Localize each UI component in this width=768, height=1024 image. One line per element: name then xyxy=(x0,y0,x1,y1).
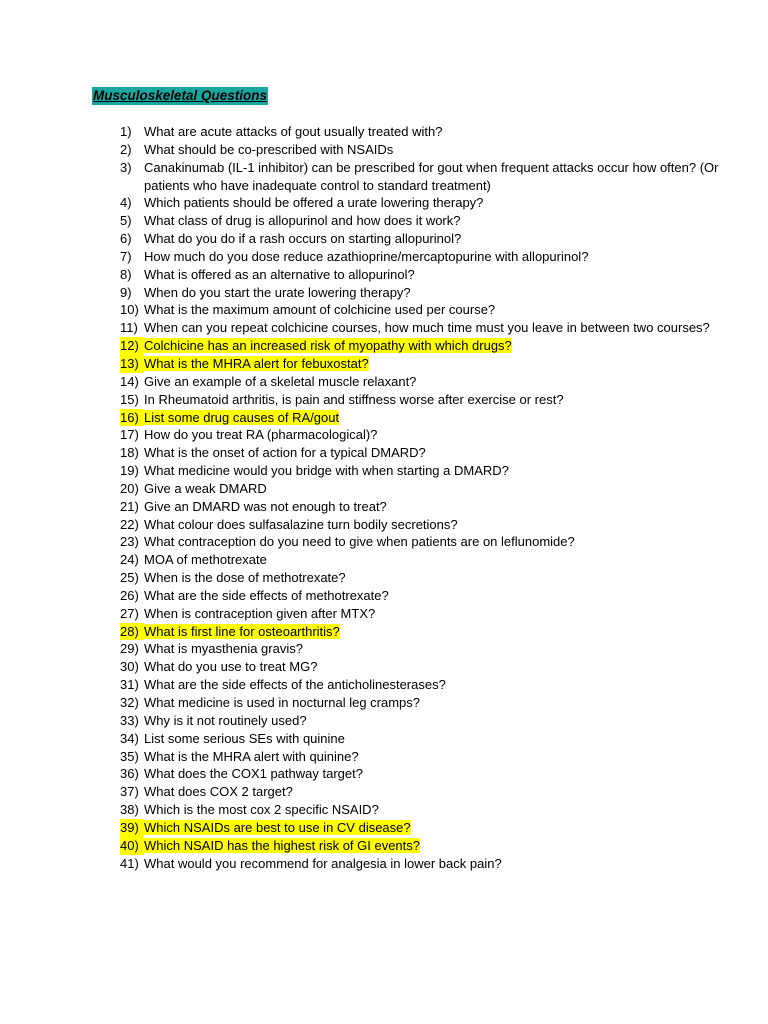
question-number: 25) xyxy=(120,570,139,586)
question-number: 20) xyxy=(120,480,139,496)
question-item xyxy=(120,748,720,766)
question-text-content: What contraception do you need to give when patients are on leflunomide? xyxy=(144,534,575,550)
question-text-content: What is offered as an alternative to allopurinol? xyxy=(144,266,415,282)
question-text xyxy=(144,337,720,355)
question-text-content: Give an DMARD was not enough to treat? xyxy=(144,498,387,514)
question-text-content: What medicine is used in nocturnal leg cramps? xyxy=(144,695,421,710)
question-item xyxy=(120,266,720,284)
question-item xyxy=(120,783,720,801)
question-text xyxy=(144,409,720,427)
question-item xyxy=(120,801,720,819)
question-item xyxy=(120,516,720,534)
question-text xyxy=(144,123,720,141)
question-number: 15) xyxy=(120,391,139,407)
question-text-content: When can you repeat colchicine courses, how much time must you leave in between two courses? xyxy=(144,320,710,336)
question-text-content: Which NSAIDs are best to use in CV disease? xyxy=(144,819,411,835)
question-text xyxy=(144,248,720,266)
question-text xyxy=(144,533,720,551)
question-item xyxy=(120,765,720,783)
question-number: 6) xyxy=(120,231,132,247)
question-item xyxy=(120,426,720,444)
question-text xyxy=(144,765,720,783)
question-text-content: What do you use to treat MG? xyxy=(144,659,318,675)
question-item xyxy=(120,141,720,159)
question-text xyxy=(144,498,720,516)
question-text xyxy=(144,819,720,837)
question-item xyxy=(120,462,720,480)
question-text xyxy=(144,694,720,712)
question-text-content: What are the side effects of the anticholinesterases? xyxy=(144,677,446,693)
question-text-content: What colour does sulfasalazine turn bodily secretions? xyxy=(144,516,458,532)
question-number: 3) xyxy=(120,159,132,175)
question-item xyxy=(120,498,720,516)
question-text xyxy=(144,462,720,480)
question-number: 32) xyxy=(120,695,139,710)
question-number: 21) xyxy=(120,498,139,514)
question-number: 36) xyxy=(120,766,139,782)
question-text-content: When do you start the urate lowering therapy? xyxy=(144,284,411,300)
question-text-content: What would you recommend for analgesia in lower back pain? xyxy=(144,855,502,871)
question-item xyxy=(120,605,720,623)
question-text-content: Why is it not routinely used? xyxy=(144,712,307,728)
question-number: 8) xyxy=(120,266,132,282)
question-number: 40) xyxy=(120,837,144,855)
question-text-content: When is the dose of methotrexate? xyxy=(144,570,346,586)
question-text xyxy=(144,855,720,873)
question-text xyxy=(144,266,720,284)
question-number: 9) xyxy=(120,284,132,300)
question-text xyxy=(144,444,720,462)
question-text xyxy=(144,640,720,658)
question-item xyxy=(120,284,720,302)
question-text-content: What is first line for osteoarthritis? xyxy=(144,623,340,639)
question-item xyxy=(120,658,720,676)
question-number: 4) xyxy=(120,195,132,211)
question-number: 13) xyxy=(120,355,144,373)
question-number: 24) xyxy=(120,552,139,568)
question-text-content: What are acute attacks of gout usually treated with? xyxy=(144,124,443,139)
question-item xyxy=(120,730,720,748)
question-text-content: In Rheumatoid arthritis, is pain and stiffness worse after exercise or rest? xyxy=(144,391,564,407)
question-text xyxy=(144,801,720,819)
question-text xyxy=(144,587,720,605)
question-text-content: List some serious SEs with quinine xyxy=(144,730,345,746)
question-item xyxy=(120,569,720,587)
question-text-content: What does the COX1 pathway target? xyxy=(144,766,363,782)
question-text xyxy=(144,623,720,641)
question-text-content: Which patients should be offered a urate lowering therapy? xyxy=(144,195,484,211)
question-item xyxy=(120,712,720,730)
question-number: 37) xyxy=(120,784,139,800)
question-text-content: Give an example of a skeletal muscle relaxant? xyxy=(144,373,417,389)
question-number: 26) xyxy=(120,587,139,603)
question-item xyxy=(120,480,720,498)
question-number: 35) xyxy=(120,748,139,764)
question-number: 11) xyxy=(120,320,138,336)
question-item xyxy=(120,533,720,551)
question-item xyxy=(120,230,720,248)
question-number: 29) xyxy=(120,641,139,657)
question-text xyxy=(144,569,720,587)
question-text xyxy=(144,605,720,623)
question-number: 5) xyxy=(120,213,132,229)
question-item xyxy=(120,551,720,569)
question-text-content: What medicine would you bridge with when starting a DMARD? xyxy=(144,463,509,479)
question-text xyxy=(144,837,720,855)
question-number: 31) xyxy=(120,677,139,693)
question-text xyxy=(144,301,720,319)
question-text xyxy=(144,730,720,748)
question-item xyxy=(120,337,720,355)
question-text-content: MOA of methotrexate xyxy=(144,552,267,568)
question-number: 30) xyxy=(120,659,139,675)
question-text xyxy=(144,355,720,373)
question-text-content: List some drug causes of RA/gout xyxy=(144,409,340,425)
question-number: 41) xyxy=(120,855,139,871)
question-number: 1) xyxy=(120,124,132,139)
question-number: 33) xyxy=(120,712,139,728)
question-item xyxy=(120,248,720,266)
question-item xyxy=(120,676,720,694)
question-number: 27) xyxy=(120,605,139,621)
question-item xyxy=(120,623,720,641)
question-text xyxy=(144,319,720,337)
question-text-content: What are the side effects of methotrexate? xyxy=(144,587,389,603)
question-text-content: How much do you dose reduce azathioprine/mercaptopurine with allopurinol? xyxy=(144,248,589,264)
question-item xyxy=(120,194,720,212)
question-text-content: When is contraception given after MTX? xyxy=(144,605,376,621)
question-text xyxy=(144,712,720,730)
question-text xyxy=(144,212,720,230)
question-text-content: How do you treat RA (pharmacological)? xyxy=(144,427,378,443)
question-number: 14) xyxy=(120,373,139,389)
question-text xyxy=(144,230,720,248)
question-text-content: Which NSAID has the highest risk of GI events? xyxy=(144,837,421,853)
question-text-content: Colchicine has an increased risk of myopathy with which drugs? xyxy=(144,338,512,354)
question-text xyxy=(144,748,720,766)
question-text-content: What should be co-prescribed with NSAIDs xyxy=(144,141,394,157)
question-number: 7) xyxy=(120,248,132,264)
question-text-content: What is the maximum amount of colchicine used per course? xyxy=(144,302,496,318)
question-item xyxy=(120,640,720,658)
page-title: Musculoskeletal Questions xyxy=(93,88,268,103)
question-text-content: What class of drug is allopurinol and how does it work? xyxy=(144,213,461,229)
question-text xyxy=(144,284,720,302)
question-text-content: What does COX 2 target? xyxy=(144,784,293,800)
question-text xyxy=(144,391,720,409)
question-item xyxy=(120,301,720,319)
question-item xyxy=(120,855,720,873)
question-text xyxy=(144,141,720,159)
question-number: 16) xyxy=(120,409,144,427)
question-item xyxy=(120,819,720,837)
question-number: 38) xyxy=(120,802,139,818)
question-number: 34) xyxy=(120,730,139,746)
question-text-content: Give a weak DMARD xyxy=(144,480,267,496)
question-number: 23) xyxy=(120,534,139,550)
question-text-content: Which is the most cox 2 specific NSAID? xyxy=(144,802,379,818)
question-text-content: What is the onset of action for a typical DMARD? xyxy=(144,445,426,461)
question-text xyxy=(144,373,720,391)
question-text xyxy=(144,159,720,195)
question-number: 22) xyxy=(120,516,139,532)
question-text-content: What is myasthenia gravis? xyxy=(144,641,303,657)
question-text-content: What do you do if a rash occurs on starting allopurinol? xyxy=(144,231,462,247)
question-number: 17) xyxy=(120,427,139,443)
question-text xyxy=(144,480,720,498)
question-item xyxy=(120,319,720,337)
question-text xyxy=(144,516,720,534)
question-number: 10) xyxy=(120,302,139,318)
question-item xyxy=(120,355,720,373)
question-item xyxy=(120,123,720,141)
question-number: 39) xyxy=(120,819,144,837)
question-item xyxy=(120,694,720,712)
question-item xyxy=(120,212,720,230)
question-item xyxy=(120,837,720,855)
question-text-content: What is the MHRA alert for febuxostat? xyxy=(144,355,369,371)
question-item xyxy=(120,373,720,391)
question-item xyxy=(120,444,720,462)
question-text xyxy=(144,194,720,212)
question-text-content: Canakinumab (IL-1 inhibitor) can be prescribed for gout when frequent attacks occur how often? (Or patients who have inadequate control to standard treatment) xyxy=(144,159,719,193)
question-number: 18) xyxy=(120,445,139,461)
question-text-content: What is the MHRA alert with quinine? xyxy=(144,748,359,764)
question-text xyxy=(144,676,720,694)
question-list xyxy=(120,123,720,872)
question-number: 19) xyxy=(120,463,139,479)
question-item xyxy=(120,391,720,409)
question-number: 2) xyxy=(120,141,132,157)
question-text xyxy=(144,783,720,801)
question-text xyxy=(144,426,720,444)
question-text xyxy=(144,551,720,569)
question-item xyxy=(120,587,720,605)
question-item xyxy=(120,159,720,195)
question-text xyxy=(144,658,720,676)
question-number: 28) xyxy=(120,623,144,641)
question-item xyxy=(120,409,720,427)
question-number: 12) xyxy=(120,337,144,355)
